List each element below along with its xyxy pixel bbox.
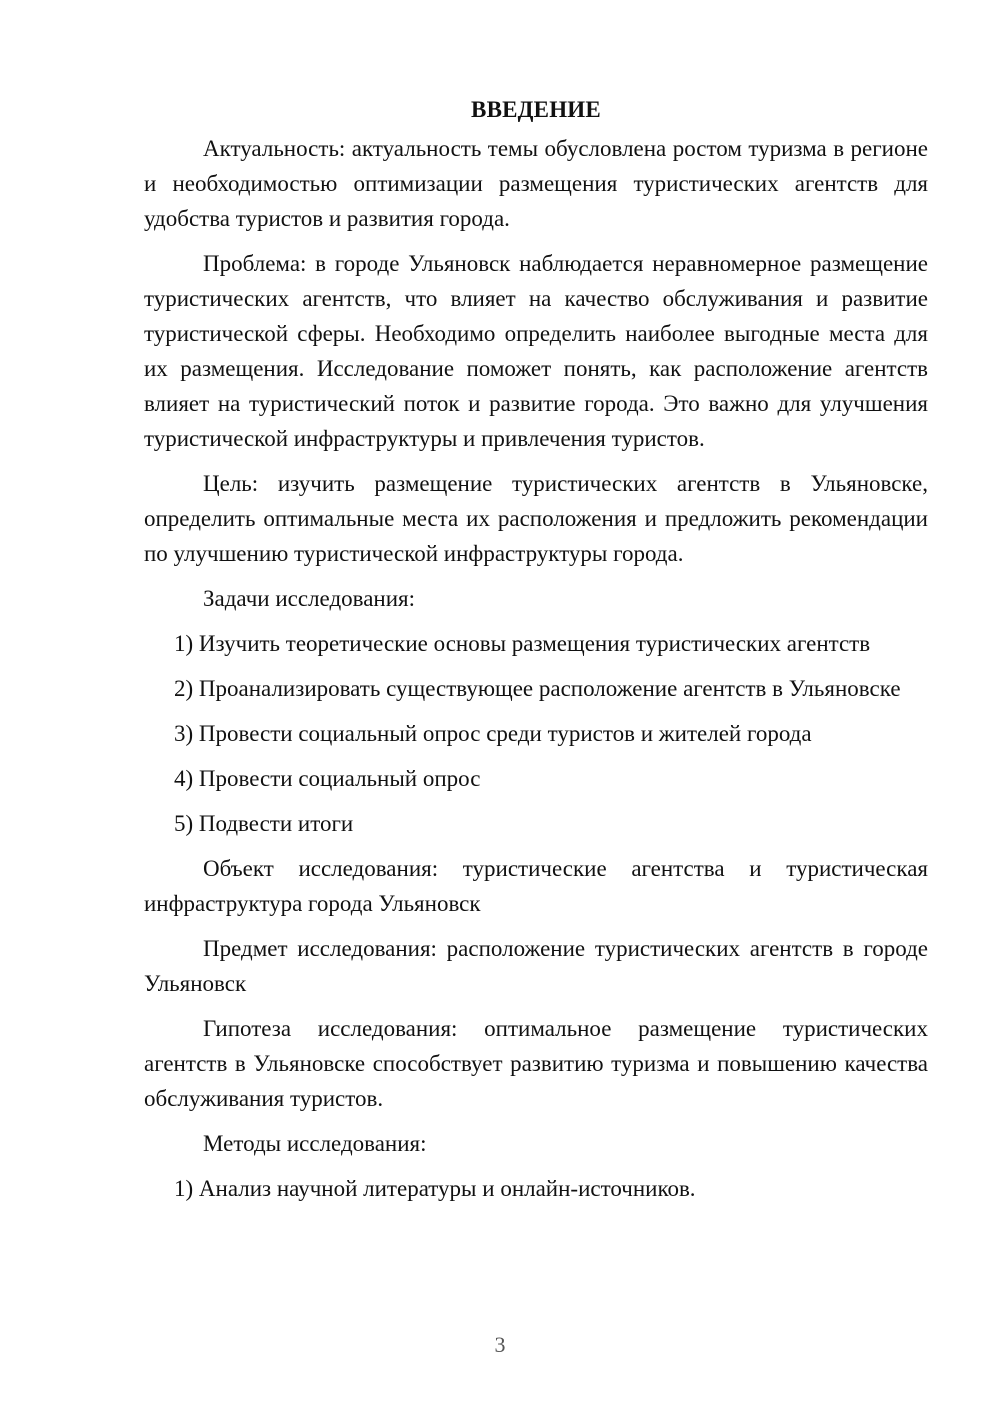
task-item: 4) Провести социальный опрос — [174, 766, 481, 791]
relevance-paragraph: Актуальность: актуальность темы обусловлена ростом туризма в регионе и необходимостью оптимизации размещения туристических агентств для удобства туристов и развития города. — [144, 136, 928, 231]
goal-paragraph: Цель: изучить размещение туристических агентств в Ульяновске, определить оптимальные места их расположения и предложить рекомендации по улучшению туристической инфраструктуры города. — [144, 471, 928, 566]
hypothesis-paragraph: Гипотеза исследования: оптимальное размещение туристических агентств в Ульяновске способствует развитию туризма и повышению качества обслуживания туристов. — [144, 1016, 928, 1111]
problem-paragraph: Проблема: в городе Ульяновск наблюдается неравномерное размещение туристических агентств, что влияет на качество обслуживания и развитие туристической сферы. Необходимо определить наиболее выгодные места для их размещения. Исследование поможет понять, как расположение агентств влияет на туристический поток и развитие города. Это важно для улучшения туристической инфраструктуры и привлечения туристов. — [144, 251, 928, 451]
section-title: ВВЕДЕНИЕ — [471, 97, 601, 122]
methods-list — [144, 1171, 928, 1206]
object-paragraph: Объект исследования: туристические агентства и туристическая инфраструктура города Ульяновск — [144, 856, 928, 916]
page-number: 3 — [494, 1332, 506, 1357]
page-content — [144, 92, 928, 1216]
task-item: 3) Провести социальный опрос среди туристов и жителей города — [174, 721, 812, 746]
method-item: 1) Анализ научной литературы и онлайн-источников. — [174, 1176, 696, 1201]
task-item: 2) Проанализировать существующее расположение агентств в Ульяновске — [174, 676, 901, 701]
task-item: 5) Подвести итоги — [174, 811, 354, 836]
tasks-list — [144, 626, 928, 841]
task-item: 1) Изучить теоретические основы размещения туристических агентств — [174, 631, 871, 656]
methods-label: Методы исследования: — [203, 1131, 427, 1156]
subject-paragraph: Предмет исследования: расположение туристических агентств в городе Ульяновск — [144, 936, 928, 996]
tasks-label: Задачи исследования: — [203, 586, 416, 611]
